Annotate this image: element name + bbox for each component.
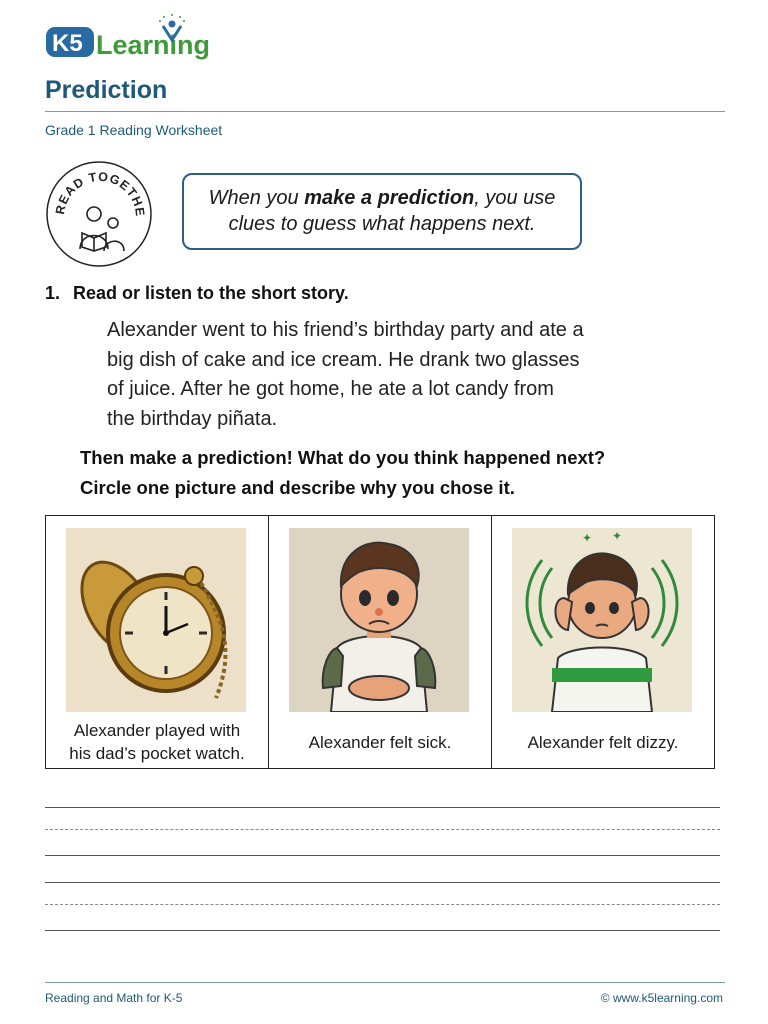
question-1-prompt	[45, 283, 349, 304]
svg-text:✦: ✦	[582, 531, 593, 545]
instructions	[80, 443, 605, 502]
prediction-tip-box	[182, 173, 582, 250]
choice-caption: Alexander felt sick.	[308, 732, 452, 752]
stamp-text: READ TOGETHE	[52, 169, 148, 218]
writing-line[interactable]	[45, 882, 720, 883]
question-text: Read or listen to the short story.	[73, 283, 349, 303]
logo-k5-text: K5	[52, 30, 83, 57]
choice-pocket-watch[interactable]	[46, 516, 269, 768]
instruction-line: Circle one picture and describe why you chose it.	[80, 476, 515, 498]
writing-guide-line	[45, 829, 720, 830]
story-line: big dish of cake and ice cream. He drank two glasses	[107, 348, 580, 371]
tip-line-1: When you make a prediction, you use	[208, 187, 556, 209]
pocket-watch-icon	[66, 528, 246, 712]
choice-caption: Alexander played with his dad’s pocket watch.	[69, 721, 245, 763]
footer-website: © www.k5learning.com	[600, 991, 723, 1005]
short-story	[107, 316, 667, 434]
k5-learning-logo	[44, 14, 224, 64]
page-subtitle: Grade 1 Reading Worksheet	[45, 122, 223, 138]
instruction-line: Then make a prediction! What do you think happened next?	[80, 447, 606, 468]
title-divider	[45, 111, 725, 112]
choice-caption: Alexander felt dizzy.	[527, 732, 679, 752]
writing-line[interactable]	[45, 855, 720, 856]
tip-bold-term: make a prediction	[304, 187, 475, 209]
logo-learning-text: Learning	[96, 30, 211, 60]
page-title: Prediction	[45, 76, 168, 104]
picture-choices-table	[45, 515, 715, 769]
sick-boy-icon	[289, 528, 469, 712]
story-line: Alexander went to his friend’s birthday party and ate a	[107, 319, 584, 341]
writing-line[interactable]	[45, 807, 720, 808]
svg-text:✦: ✦	[612, 529, 623, 543]
footer-divider	[45, 982, 725, 983]
parent-reading-icon	[80, 207, 124, 251]
story-line: the birthday piñata.	[107, 407, 278, 430]
dizzy-boy-icon	[512, 528, 692, 712]
story-line: of juice. After he got home, he ate a lot candy from	[107, 378, 554, 400]
tip-line-2: clues to guess what happens next.	[228, 213, 536, 235]
read-together-stamp	[44, 159, 154, 269]
svg-text:READ TOGETHER	[44, 159, 147, 218]
footer-tagline: Reading and Math for K-5	[45, 991, 183, 1005]
writing-line[interactable]	[45, 930, 720, 931]
choice-sick[interactable]	[269, 516, 492, 768]
choice-dizzy[interactable]	[492, 516, 714, 768]
question-number: 1.	[45, 283, 61, 303]
writing-guide-line	[45, 904, 720, 905]
